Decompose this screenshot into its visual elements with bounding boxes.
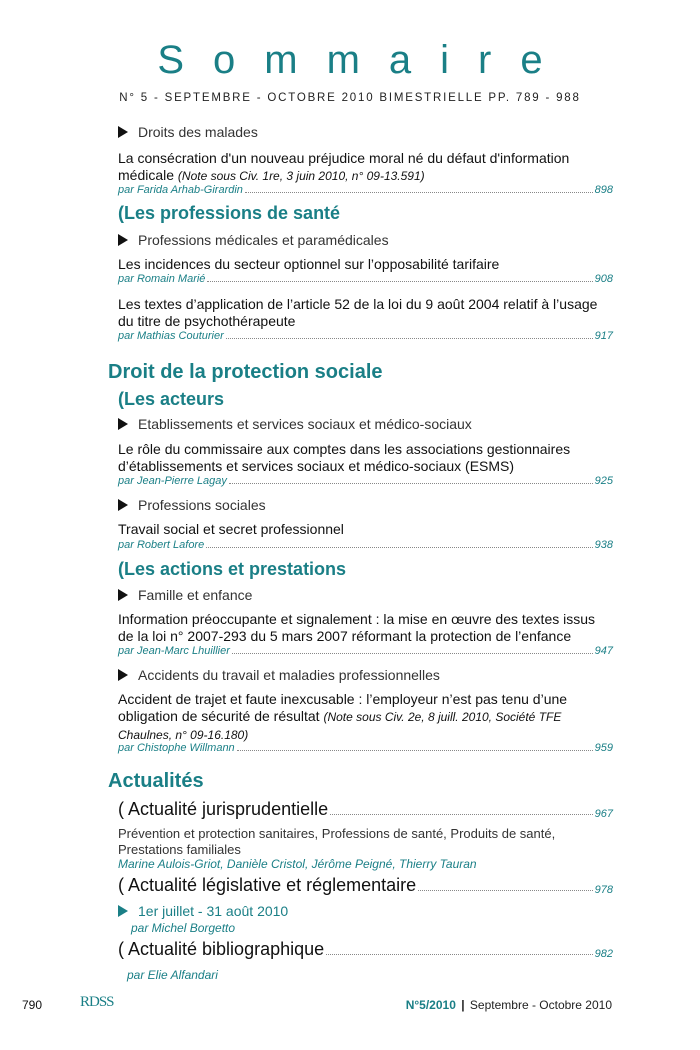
- issue-line: N° 5 - SEPTEMBRE - OCTOBRE 2010 BIMESTRIELLE PP. 789 - 988: [119, 92, 581, 104]
- article-title: La consécration d'un nouveau préjudice moral né du défaut d'information médicale: [118, 150, 570, 183]
- triangle-bullet-icon: [118, 126, 128, 138]
- article-byline: [118, 539, 613, 551]
- article-byline: [118, 273, 613, 285]
- page-number: 908: [594, 273, 613, 285]
- actualite-title: ( Actualité jurisprudentielle: [118, 799, 329, 819]
- dot-leader: [207, 281, 592, 282]
- actualite-description: Prévention et protection sanitaires, Professions de santé, Produits de santé, Prestations familiales: [118, 826, 556, 857]
- article-byline: [118, 645, 613, 657]
- section-heading-protection-sociale: Droit de la protection sociale: [108, 361, 383, 383]
- dot-leader: [226, 338, 593, 339]
- article-author: par Farida Arhab-Girardin: [118, 184, 243, 196]
- article-author: par Jean-Pierre Lagay: [118, 475, 227, 487]
- article-author: par Jean-Marc Lhuillier: [118, 645, 230, 657]
- subsection-label: Professions sociales: [138, 497, 266, 513]
- article-author: par Robert Lafore: [118, 539, 205, 551]
- triangle-bullet-icon: [118, 499, 128, 511]
- article-title: Le rôle du commissaire aux comptes dans les associations gestionnaires d’établissements et services sociaux et médico-sociaux (ESMS): [118, 441, 571, 474]
- rdss-logo: RDSS: [80, 994, 114, 1010]
- subsection-droits-malades: [118, 124, 258, 140]
- article-author: par Chistophe Willmann: [118, 742, 235, 754]
- subsection-label: Famille et enfance: [138, 587, 253, 603]
- triangle-bullet-icon: [118, 589, 128, 601]
- subsection-label: Etablissements et services sociaux et médico-sociaux: [138, 416, 472, 432]
- article-byline: [118, 330, 613, 342]
- article-byline: [118, 742, 613, 754]
- actualite-authors: Marine Aulois-Griot, Danièle Cristol, Jérôme Peigné, Thierry Tauran: [118, 857, 477, 871]
- dot-leader: [206, 547, 592, 548]
- article-entry[interactable]: [118, 296, 613, 330]
- subsection-label: Droits des malades: [138, 124, 258, 140]
- dot-leader: [232, 653, 593, 654]
- actualite-author: par Michel Borgetto: [131, 921, 236, 935]
- dot-leader: [326, 954, 593, 955]
- issue-number: N°5/2010: [405, 998, 456, 1012]
- subsection-accidents: [118, 667, 440, 683]
- article-byline: [118, 184, 613, 196]
- actualite-author: par Elie Alfandari: [127, 968, 218, 982]
- actualite-title: ( Actualité bibliographique: [118, 939, 325, 959]
- page-number: 938: [594, 539, 613, 551]
- page-title: Sommaire: [157, 38, 572, 82]
- page-number: 959: [594, 742, 613, 754]
- page-number: 925: [594, 475, 613, 487]
- section-heading-professions-sante: (Les professions de santé: [118, 203, 341, 223]
- page-number: 898: [594, 184, 613, 196]
- dot-leader: [245, 192, 593, 193]
- issue-period: Septembre - Octobre 2010: [469, 998, 612, 1012]
- page-number: 967: [594, 808, 613, 820]
- article-author: par Romain Marié: [118, 273, 206, 285]
- subsection-professions-sociales: [118, 497, 266, 513]
- triangle-bullet-icon: [118, 234, 128, 246]
- footer-separator: |: [461, 998, 465, 1012]
- period-label: 1er juillet - 31 août 2010: [138, 903, 289, 919]
- article-entry[interactable]: [118, 691, 613, 744]
- article-title: Information préoccupante et signalement : la mise en œuvre des textes issus de la loi n° 2007-293 du 5 mars 2007 réformant la protection de l’enfance: [118, 611, 596, 644]
- page-number: 947: [594, 645, 613, 657]
- article-title: Accident de trajet et faute inexcusable : l’employeur n’est pas tenu d’une obligation de sécurité de résultat: [118, 691, 568, 724]
- actualite-legislative-entry[interactable]: [118, 875, 613, 896]
- article-byline: [118, 475, 613, 487]
- dot-leader: [330, 814, 593, 815]
- section-heading-actualites: Actualités: [108, 770, 204, 792]
- section-heading-actions: (Les actions et prestations: [118, 559, 347, 579]
- triangle-bullet-icon: [118, 418, 128, 430]
- actualite-title: ( Actualité législative et réglementaire: [118, 875, 417, 895]
- article-entry[interactable]: [118, 521, 613, 538]
- article-entry[interactable]: [118, 150, 613, 185]
- actualite-jurisprudentielle-entry[interactable]: [118, 799, 613, 820]
- article-entry[interactable]: [118, 611, 613, 645]
- dot-leader: [229, 483, 593, 484]
- triangle-bullet-icon: [118, 905, 128, 917]
- subsection-label: Accidents du travail et maladies professionnelles: [138, 667, 440, 683]
- folio-number: 790: [22, 998, 43, 1012]
- article-note: (Note sous Civ. 1re, 3 juin 2010, n° 09-13.591): [177, 169, 425, 183]
- subsection-professions-medicales: [118, 232, 389, 248]
- dot-leader: [418, 890, 592, 891]
- footer-issue: [406, 998, 612, 1012]
- article-title: Les textes d’application de l’article 52 de la loi du 9 août 2004 relatif à l’usage du titre de psychothérapeute: [118, 296, 598, 329]
- page-number: 978: [594, 884, 613, 896]
- subsection-famille: [118, 587, 252, 603]
- article-entry[interactable]: [118, 441, 613, 475]
- page-number: 917: [594, 330, 613, 342]
- article-entry[interactable]: [118, 256, 613, 273]
- page-footer: [0, 994, 700, 1018]
- period-line: [118, 903, 288, 919]
- subsection-label: Professions médicales et paramédicales: [138, 232, 389, 248]
- triangle-bullet-icon: [118, 669, 128, 681]
- dot-leader: [237, 750, 593, 751]
- article-title: Travail social et secret professionnel: [118, 521, 344, 537]
- article-note: (Note sous Civ. 2e, 8 juill. 2010, Société TFE Chaulnes, n° 09-16.180): [118, 710, 562, 742]
- actualite-bibliographique-entry[interactable]: [118, 939, 613, 960]
- section-heading-acteurs: (Les acteurs: [118, 389, 225, 409]
- page-number: 982: [594, 948, 613, 960]
- article-author: par Mathias Couturier: [118, 330, 224, 342]
- subsection-etablissements: [118, 416, 472, 432]
- article-title: Les incidences du secteur optionnel sur l’opposabilité tarifaire: [118, 256, 500, 272]
